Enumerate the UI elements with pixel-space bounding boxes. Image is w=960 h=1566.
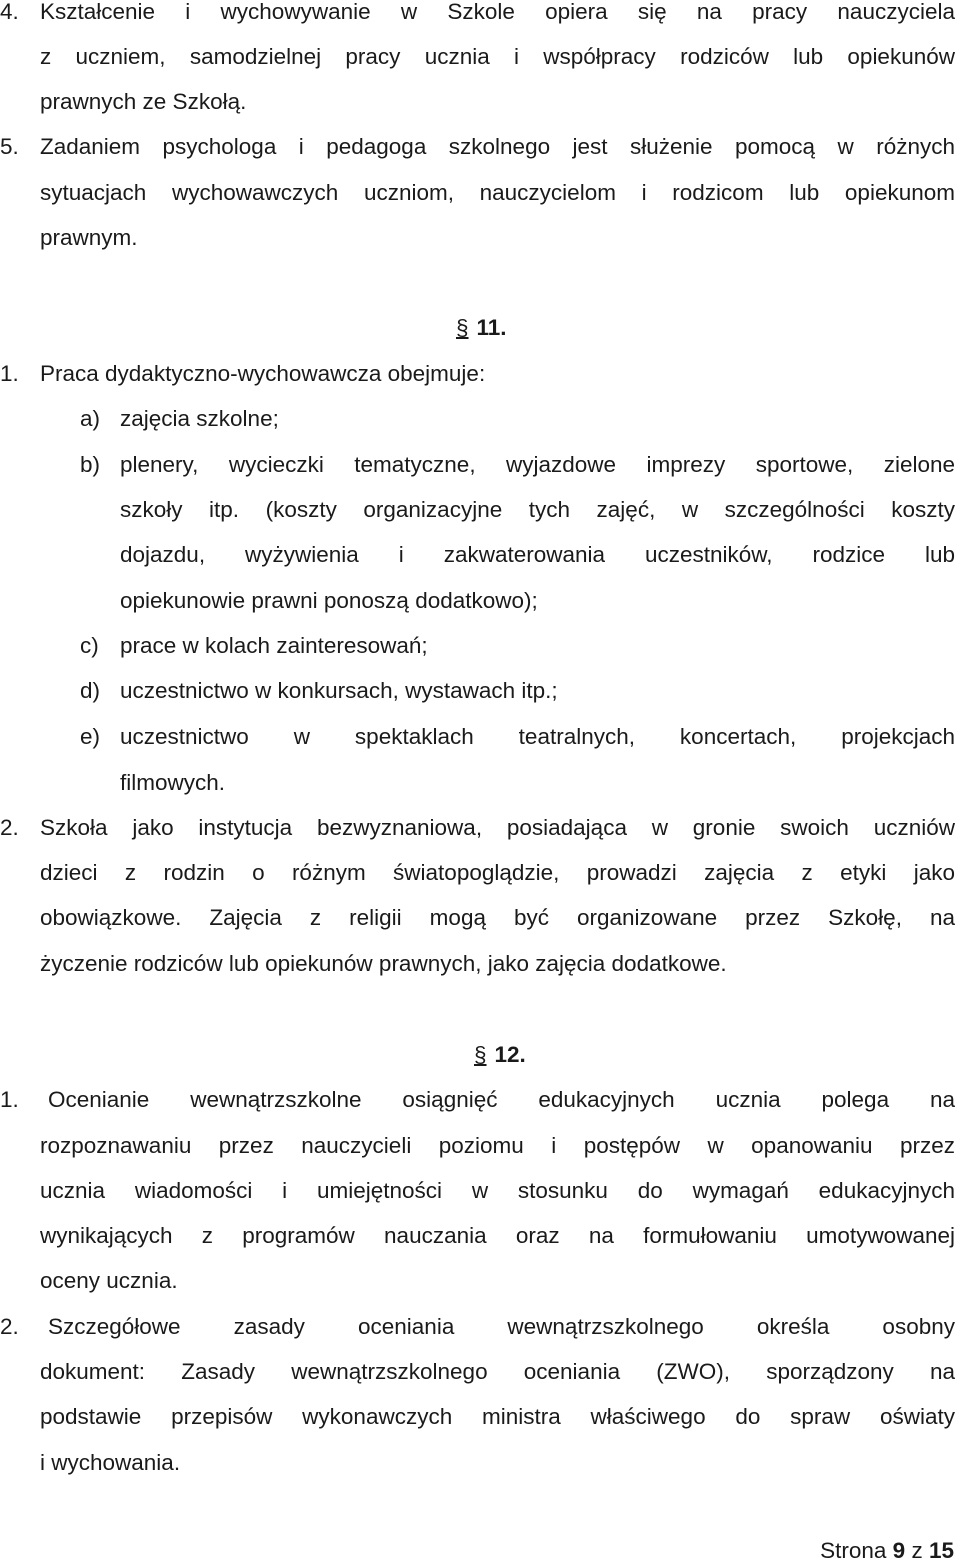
list-item-line: zajęcia szkolne; — [120, 406, 279, 431]
list-item-line: szkoły itp. (koszty organizacyjne tych zajęć, w szczególności koszty — [120, 497, 955, 522]
total-pages: 15 — [928, 1538, 954, 1563]
paragraph-line: życzenie rodziców lub opiekunów prawnych, jako zajęcia dodatkowe. — [40, 951, 727, 976]
list-item-line: prace w kolach zainteresowań; — [120, 633, 428, 658]
paragraph-number: 4. — [0, 0, 19, 24]
paragraph-line: oceny ucznia. — [40, 1268, 178, 1293]
page-separator: z — [911, 1538, 923, 1563]
list-item-label: a) — [80, 406, 101, 431]
list-item-label: c) — [80, 633, 99, 658]
section-number: 11. — [476, 315, 507, 340]
paragraph-number: 1. — [0, 1087, 19, 1112]
section-heading — [474, 1040, 526, 1070]
current-page: 9 — [892, 1538, 906, 1563]
section-heading — [456, 313, 507, 343]
paragraph-number: 1. — [0, 361, 19, 386]
paragraph-line: rozpoznawaniu przez nauczycieli poziomu i postępów w opanowaniu przez — [40, 1133, 955, 1158]
paragraph-line: Zadaniem psychologa i pedagoga szkolnego jest służenie pomocą w różnych — [40, 134, 955, 159]
list-item-line: opiekunowie prawni ponoszą dodatkowo); — [120, 588, 538, 613]
paragraph-line: sytuacjach wychowawczych uczniom, nauczycielom i rodzicom lub opiekunom — [40, 180, 955, 205]
paragraph-line: Szkoła jako instytucja bezwyznaniowa, posiadająca w gronie swoich uczniów — [40, 815, 955, 840]
page-label: Strona — [820, 1538, 887, 1563]
paragraph-line: prawnych ze Szkołą. — [40, 89, 247, 114]
page-number-footer — [820, 1536, 954, 1566]
list-item-line: dojazdu, wyżywienia i zakwaterowania uczestników, rodzice lub — [120, 542, 955, 567]
section-symbol: § — [456, 315, 469, 340]
list-item-label: d) — [80, 678, 101, 703]
list-item-line: filmowych. — [120, 770, 226, 795]
list-item-line: plenery, wycieczki tematyczne, wyjazdowe imprezy sportowe, zielone — [120, 452, 955, 477]
paragraph-line: wynikających z programów nauczania oraz na formułowaniu umotywowanej — [40, 1223, 955, 1248]
paragraph-line: Praca dydaktyczno-wychowawcza obejmuje: — [40, 361, 486, 386]
list-item-label: b) — [80, 452, 101, 477]
list-item-line: uczestnictwo w konkursach, wystawach itp.; — [120, 678, 558, 703]
paragraph-line: Ocenianie wewnątrzszkolne osiągnięć edukacyjnych ucznia polega na — [48, 1087, 955, 1112]
section-number: 12. — [494, 1042, 526, 1067]
paragraph-number: 2. — [0, 815, 19, 840]
paragraph-line: podstawie przepisów wykonawczych ministra właściwego do spraw oświaty — [40, 1404, 955, 1429]
paragraph-line: prawnym. — [40, 225, 138, 250]
paragraph-number: 2. — [0, 1314, 19, 1339]
section-symbol: § — [474, 1042, 487, 1067]
paragraph-line: z uczniem, samodzielnej pracy ucznia i współpracy rodziców lub opiekunów — [40, 44, 955, 69]
paragraph-line: dokument: Zasady wewnątrzszkolnego oceniania (ZWO), sporządzony na — [40, 1359, 955, 1384]
paragraph-line: obowiązkowe. Zajęcia z religii mogą być organizowane przez Szkołę, na — [40, 905, 955, 930]
paragraph-line: ucznia wiadomości i umiejętności w stosunku do wymagań edukacyjnych — [40, 1178, 955, 1203]
list-item-line: uczestnictwo w spektaklach teatralnych, koncertach, projekcjach — [120, 724, 955, 749]
paragraph-number: 5. — [0, 134, 19, 159]
paragraph-line: Szczegółowe zasady oceniania wewnątrzszkolnego określa osobny — [48, 1314, 955, 1339]
list-item-label: e) — [80, 724, 101, 749]
paragraph-line: dzieci z rodzin o różnym światopoglądzie, prowadzi zajęcia z etyki jako — [40, 860, 955, 885]
paragraph-line: Kształcenie i wychowywanie w Szkole opiera się na pracy nauczyciela — [40, 0, 955, 24]
paragraph-line: i wychowania. — [40, 1450, 181, 1475]
